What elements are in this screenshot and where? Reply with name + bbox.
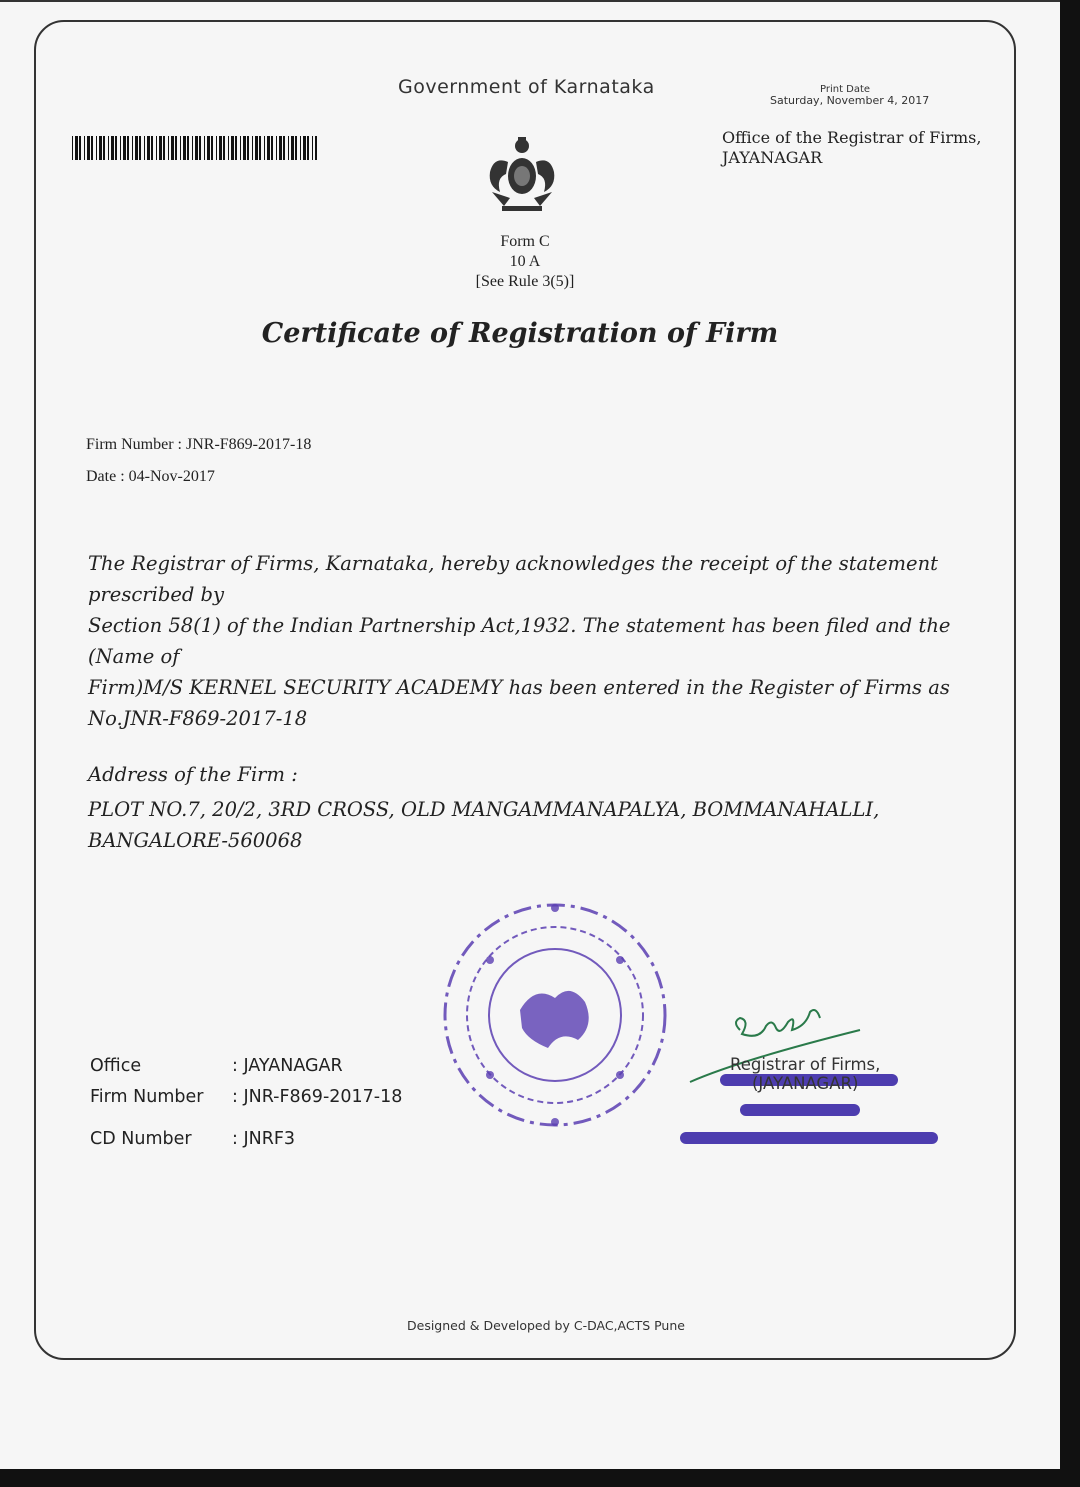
barcode-bar <box>79 136 81 160</box>
barcode-bar <box>211 136 213 160</box>
firm-number-value: : JNR-F869-2017-18 <box>232 1087 403 1107</box>
firm-number-label: Firm Number <box>90 1087 204 1107</box>
barcode-bar <box>235 136 237 160</box>
print-date-value: Saturday, November 4, 2017 <box>770 94 930 107</box>
body-line-3: Firm)M/S KERNEL SECURITY ACADEMY has been entered in the Register of Firms as <box>88 676 950 699</box>
barcode-bar <box>123 136 126 160</box>
barcode-bar <box>204 136 205 160</box>
firm-number-line: Firm Number : JNR-F869-2017-18 <box>86 436 312 453</box>
barcode-bar <box>192 136 193 160</box>
barcode-bar <box>151 136 153 160</box>
barcode-bar <box>279 136 282 160</box>
barcode-bar <box>139 136 141 160</box>
address-label: Address of the Firm : <box>88 763 298 786</box>
scan-edge-bottom <box>0 1469 1080 1487</box>
barcode-bar <box>171 136 174 160</box>
barcode-bar <box>135 136 138 160</box>
cd-number-value: : JNRF3 <box>232 1129 296 1149</box>
barcode-bar <box>247 136 249 160</box>
barcode-bar <box>252 136 253 160</box>
registrar-office <box>722 128 981 168</box>
registrar-line-1: Registrar of Firms, <box>730 1055 881 1074</box>
scan-edge-right <box>1060 0 1080 1487</box>
barcode-bar <box>264 136 265 160</box>
scan-edge-top <box>0 0 1060 2</box>
barcode-bar <box>259 136 261 160</box>
barcode-bar <box>115 136 117 160</box>
barcode-bar <box>144 136 145 160</box>
barcode-bar <box>91 136 93 160</box>
cd-number-label: CD Number <box>90 1129 192 1149</box>
form-reference <box>440 232 610 292</box>
cd-number-row <box>90 1129 295 1149</box>
print-date-label: Print Date <box>820 84 871 95</box>
form-line-3: [See Rule 3(5)] <box>475 273 575 290</box>
barcode-bar <box>288 136 289 160</box>
barcode-bar <box>223 136 225 160</box>
firm-address <box>88 794 948 856</box>
barcode-bar <box>300 136 301 160</box>
barcode-bar <box>291 136 294 160</box>
barcode-bar <box>315 136 317 160</box>
barcode-bar <box>108 136 109 160</box>
form-line-2: 10 A <box>509 253 541 270</box>
barcode-bar <box>147 136 150 160</box>
barcode-bar <box>228 136 229 160</box>
barcode-bar <box>159 136 162 160</box>
barcode-bar <box>207 136 210 160</box>
barcode-bar <box>168 136 169 160</box>
barcode-bar <box>120 136 121 160</box>
body-line-1: The Registrar of Firms, Karnataka, hereby acknowledges the receipt of the statement prescribed by <box>88 552 938 606</box>
barcode-bar <box>219 136 222 160</box>
firm-number-row <box>90 1087 402 1107</box>
barcode-bar <box>84 136 85 160</box>
form-line-1: Form C <box>500 233 550 250</box>
barcode-bar <box>127 136 129 160</box>
barcode-bar <box>132 136 133 160</box>
registrar-line-2: (JAYANAGAR) <box>751 1074 859 1093</box>
barcode-bar <box>295 136 297 160</box>
body-line-4: No.JNR-F869-2017-18 <box>88 707 308 730</box>
barcode-bar <box>111 136 114 160</box>
office-line-2: JAYANAGAR <box>722 148 823 167</box>
certificate-body <box>88 548 958 734</box>
office-label: Office <box>90 1056 142 1076</box>
barcode-bar <box>276 136 277 160</box>
footer-credit: Designed & Developed by C-DAC,ACTS Pune <box>407 1318 685 1333</box>
government-title: Government of Karnataka <box>398 76 655 98</box>
address-line-2: BANGALORE-560068 <box>88 829 303 852</box>
barcode-bar <box>243 136 246 160</box>
karnataka-emblem-icon <box>480 132 564 216</box>
barcode-bar <box>195 136 198 160</box>
barcode-bar <box>267 136 270 160</box>
body-line-2: Section 58(1) of the Indian Partnership Act,1932. The statement has been filed and the (Name of <box>88 614 951 668</box>
barcode-bar <box>99 136 102 160</box>
barcode-bar <box>183 136 186 160</box>
barcode-bar <box>255 136 258 160</box>
barcode-bar <box>271 136 273 160</box>
official-seal-stamp <box>430 890 690 1150</box>
barcode-bar <box>156 136 157 160</box>
office-line-1: Office of the Registrar of Firms, <box>722 128 982 147</box>
barcode-bar <box>312 136 313 160</box>
barcode-bar <box>231 136 234 160</box>
date-line: Date : 04-Nov-2017 <box>86 468 215 485</box>
barcode-bar <box>216 136 217 160</box>
barcode-bar <box>96 136 97 160</box>
barcode-bar <box>75 136 78 160</box>
barcode-bar <box>303 136 306 160</box>
barcode-bar <box>72 136 73 160</box>
barcode-bar <box>240 136 241 160</box>
barcode-bar <box>87 136 90 160</box>
barcode-bar <box>180 136 181 160</box>
barcode-bar <box>283 136 285 160</box>
registrar-designation <box>730 1055 880 1093</box>
barcode-image <box>72 136 317 160</box>
address-line-1: PLOT NO.7, 20/2, 3RD CROSS, OLD MANGAMMANAPALYA, BOMMANAHALLI, <box>88 798 880 821</box>
barcode-bar <box>163 136 165 160</box>
certificate-title: Certificate of Registration of Firm <box>261 318 779 349</box>
barcode-bar <box>175 136 177 160</box>
barcode-bar <box>103 136 105 160</box>
office-value: : JAYANAGAR <box>232 1056 343 1076</box>
barcode-bar <box>307 136 309 160</box>
office-row <box>90 1056 343 1076</box>
barcode-bar <box>187 136 189 160</box>
barcode-bar <box>199 136 201 160</box>
